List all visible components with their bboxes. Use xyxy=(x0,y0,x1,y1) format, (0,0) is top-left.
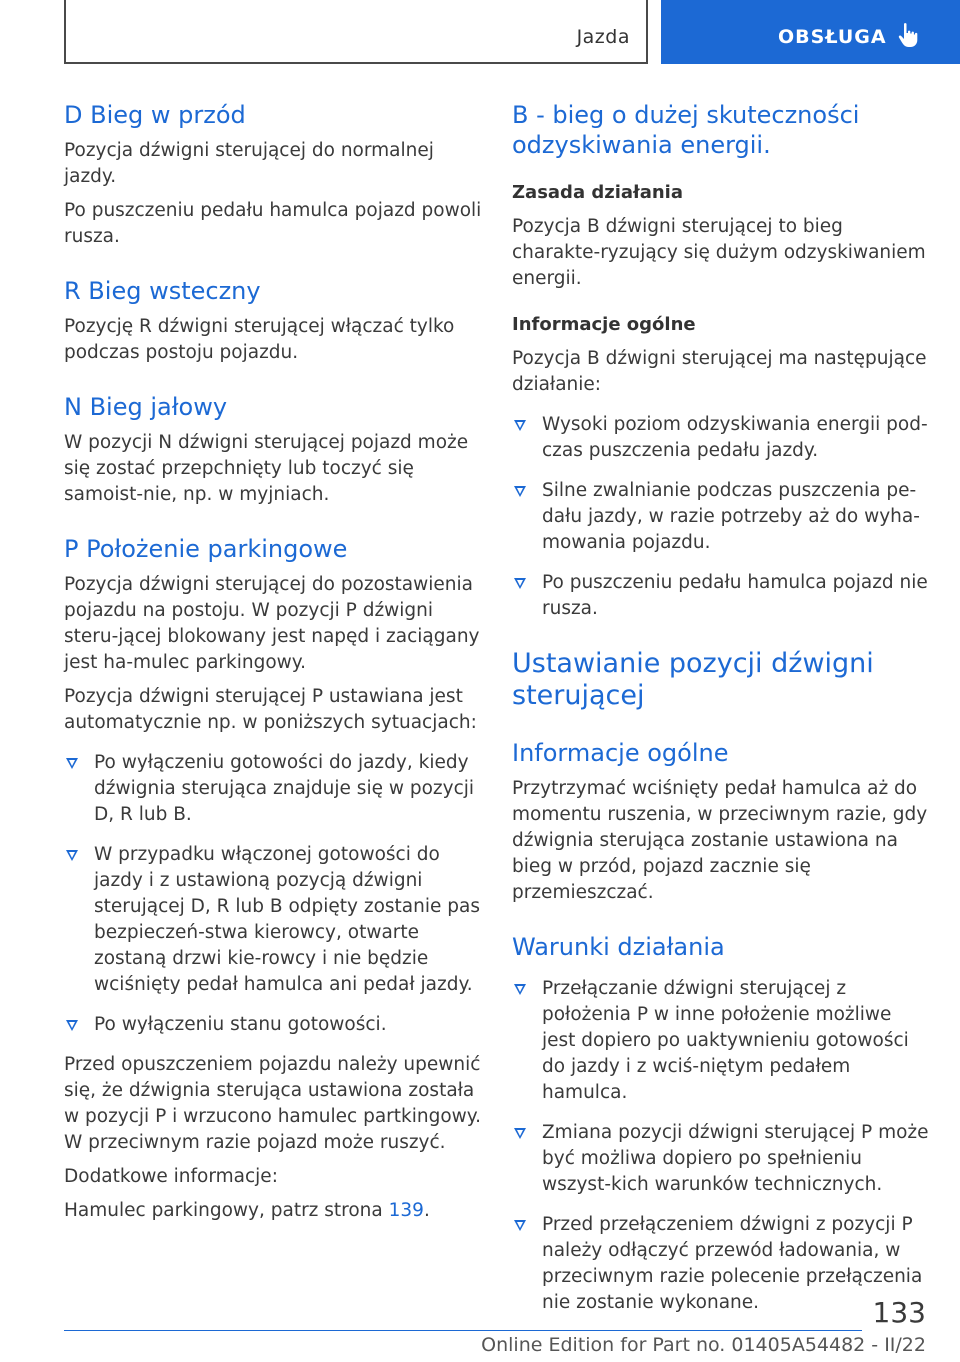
list-item: Po wyłączeniu stanu gotowości. xyxy=(64,1012,484,1038)
list-item: Przełączanie dźwigni sterującej z położenia P w inne położenie możliwe jest dopiero po uaktywnieniu gotowości do jazdy i z wciś‐niętym pedałem hamulca. xyxy=(512,976,930,1106)
left-column xyxy=(64,100,484,1232)
lever-conditions-heading: Warunki działania xyxy=(512,933,725,961)
lever-general-heading: Informacje ogólne xyxy=(512,739,729,767)
b-gear-list xyxy=(512,412,930,622)
p-park-paragraph-5: Hamulec parkingowy, patrz strona 139. xyxy=(64,1200,430,1221)
pointing-hand-icon xyxy=(897,22,921,52)
b-gear-heading: B - bieg o dużej skuteczności odzyskiwania energii. xyxy=(512,101,860,159)
triangle-bullet-icon xyxy=(66,1020,78,1031)
edition-text: Online Edition for Part no. 01405A54482 - II/22 xyxy=(481,1334,926,1356)
lever-setting-heading: Ustawianie pozycji dźwigni sterującej xyxy=(512,648,874,711)
triangle-bullet-icon xyxy=(66,850,78,861)
triangle-bullet-icon xyxy=(514,1220,526,1231)
page-number: 133 xyxy=(872,1296,926,1329)
list-item: Po puszczeniu pedału hamulca pojazd nie rusza. xyxy=(512,570,930,622)
triangle-bullet-icon xyxy=(514,486,526,497)
triangle-bullet-icon xyxy=(514,984,526,995)
list-item: Wysoki poziom odzyskiwania energii pod‐czas puszczenia pedału jazdy. xyxy=(512,412,930,464)
n-gear-heading: N Bieg jałowy xyxy=(64,393,228,421)
triangle-bullet-icon xyxy=(514,578,526,589)
n-gear-paragraph: W pozycji N dźwigni sterującej pojazd może się zostać przepchnięty lub toczyć się samoist‐nie, np. w myjniach. xyxy=(64,432,469,505)
section-tab[interactable] xyxy=(661,0,960,64)
list-item: Po wyłączeniu gotowości do jazdy, kiedy dźwignia sterująca znajduje się w pozycji D, R lub B. xyxy=(64,750,484,828)
lever-conditions-list xyxy=(512,976,930,1316)
page-reference-link[interactable]: 139 xyxy=(388,1200,424,1221)
footer-divider xyxy=(64,1330,862,1331)
b-gear-subheading-general: Informacje ogólne xyxy=(512,314,696,335)
list-item: Przed przełączeniem dźwigni z pozycji P należy odłączyć przewód ładowania, w przeciwnym razie polecenie przełączenia nie zostanie wykonane. xyxy=(512,1212,930,1316)
p-park-paragraph-3: Przed opuszczeniem pojazdu należy upewnić się, że dźwignia sterująca ustawiona została w pozycji P i wrzucono hamulec partkingowy. W przeciwnym razie pojazd może ruszyć. xyxy=(64,1054,481,1153)
list-item: Zmiana pozycji dźwigni sterującej P może być możliwa dopiero po spełnieniu wszyst‐kich warunków technicznych. xyxy=(512,1120,930,1198)
triangle-bullet-icon xyxy=(66,758,78,769)
section-label: OBSŁUGA xyxy=(778,26,887,48)
b-gear-paragraph-1: Pozycja B dźwigni sterującej to bieg charakte‐ryzujący się dużym odzyskiwaniem energii. xyxy=(512,216,926,289)
header-chapter-box xyxy=(64,0,648,64)
list-item: Silne zwalnianie podczas puszczenia pe‐dału jazdy, w razie potrzeby aż do wyha‐mowania pojazdu. xyxy=(512,478,930,556)
lever-general-paragraph: Przytrzymać wciśnięty pedał hamulca aż do momentu ruszenia, w przeciwnym razie, gdy dźwignia sterująca zostanie ustawiona na bieg w przód, pojazd zacznie się przemieszczać. xyxy=(512,778,928,903)
r-gear-paragraph: Pozycję R dźwigni sterującej włączać tylko podczas postoju pojazdu. xyxy=(64,316,455,363)
d-gear-heading: D Bieg w przód xyxy=(64,101,246,129)
d-gear-paragraph-2: Po puszczeniu pedału hamulca pojazd powoli rusza. xyxy=(64,200,482,247)
b-gear-subheading-principle: Zasada działania xyxy=(512,182,683,203)
triangle-bullet-icon xyxy=(514,1128,526,1139)
right-column xyxy=(512,100,930,1330)
r-gear-heading: R Bieg wsteczny xyxy=(64,277,261,305)
p-park-paragraph-1: Pozycja dźwigni sterującej do pozostawienia pojazdu na postoju. W pozycji P dźwigni steru‐jącej blokowany jest napęd i zaciągany jest ha‐mulec parkingowy. xyxy=(64,574,480,673)
b-gear-paragraph-2: Pozycja B dźwigni sterującej ma następujące działanie: xyxy=(512,348,927,395)
p-park-paragraph-4: Dodatkowe informacje: xyxy=(64,1166,278,1187)
triangle-bullet-icon xyxy=(514,420,526,431)
list-item: W przypadku włączonej gotowości do jazdy i z ustawioną pozycją dźwigni sterującej D, R lub B odpięty zostanie pas bezpieczeń‐stwa kierowcy, otwarte zostaną drzwi kie‐rowcy i nie będzie wciśnięty pedał hamulca ani pedał jazdy. xyxy=(64,842,484,998)
d-gear-paragraph-1: Pozycja dźwigni sterującej do normalnej jazdy. xyxy=(64,140,434,187)
chapter-title: Jazda xyxy=(576,26,630,48)
p-park-list xyxy=(64,750,484,1038)
p-park-paragraph-2: Pozycja dźwigni sterującej P ustawiana jest automatycznie np. w poniższych sytuacjach: xyxy=(64,686,477,733)
p-park-heading: P Położenie parkingowe xyxy=(64,535,348,563)
